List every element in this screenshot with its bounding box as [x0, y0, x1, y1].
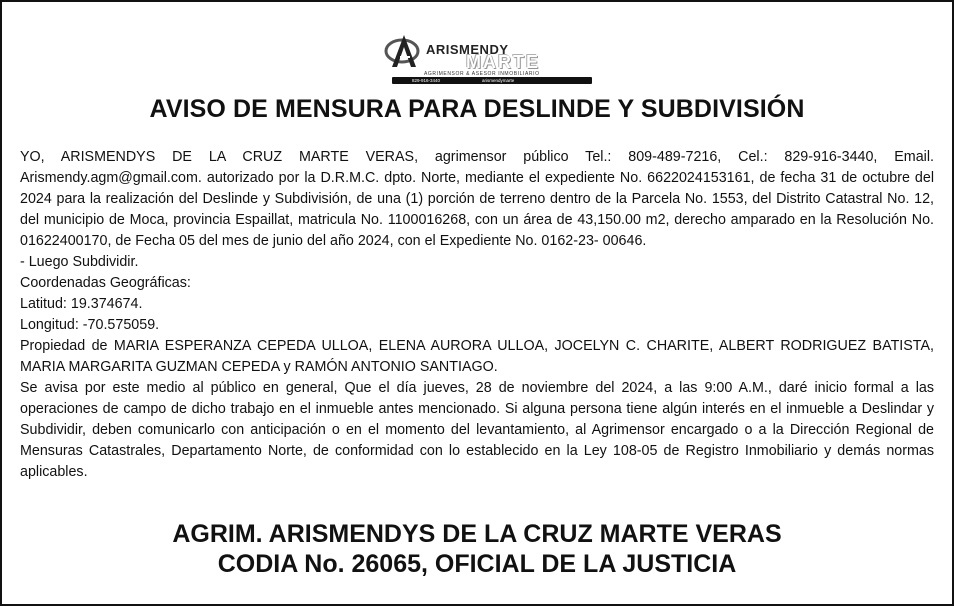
longitude-line: Longitud: -70.575059. [20, 317, 160, 333]
contact-bar [392, 77, 592, 84]
notice-body [20, 147, 934, 483]
brand-name: ARISMENDY [426, 42, 509, 57]
intro-paragraph: YO, ARISMENDYS DE LA CRUZ MARTE VERAS, agrimensor público Tel.: 809-489-7216, Cel.: 829-916-3440, Email. Arismendy.agm@gmail.com. autorizado por la D.R.M.C. dpto. Norte, mediante el expediente No. 6622024153161, de fecha 31 de octubre del 2024 para la realización del Deslinde y Subdivisión, de una (1) porción de terreno dentro de la Parcela No. 1553, del Distrito Catastral No. 12, del municipio de Moca, provincia Espaillat, matricula No. 1100016268, con un área de 43,150.00 m2, derecho amparado en la Resolución No. 01622400170, de Fecha 05 del mes de junio del año 2024, con el Expediente No. 0162-23- 00646. [20, 149, 934, 249]
contact-handle: arismendymarte [482, 78, 515, 83]
surveyor-logo-icon [384, 31, 424, 71]
contact-phone: 829-916-3440 [412, 78, 441, 83]
company-logo [380, 28, 594, 86]
owners-paragraph: Propiedad de MARIA ESPERANZA CEPEDA ULLOA, ELENA AURORA ULLOA, JOCELYN C. CHARITE, ALBERT RODRIGUEZ BATISTA, MARIA MARGARITA GUZMAN CEPEDA y RAMÓN ANTONIO SANTIAGO. [20, 338, 934, 375]
coordinates-label: Coordenadas Geográficas: [20, 275, 191, 291]
notice-title: AVISO DE MENSURA PARA DESLINDE Y SUBDIVISIÓN [149, 95, 805, 123]
notice-paragraph: Se avisa por este medio al público en general, Que el día jueves, 28 de noviembre del 2024, a las 9:00 A.M., daré inicio formal a las operaciones de campo de dicho trabajo en el inmueble antes mencionado. Si alguna persona tiene algún interés en el inmueble a Deslindar y Subdividir, deben comunicarlo con anticipación o en el momento del levantamiento, al Agrimensor encargado o a la Dirección Regional de Mensuras Catastrales, Departamento Norte, de conformidad con lo establecido en la Ley 108-05 de Registro Inmobiliario y demás normas aplicables. [20, 380, 934, 480]
subdivide-line: - Luego Subdividir. [20, 254, 139, 270]
surveyor-name: AGRIM. ARISMENDYS DE LA CRUZ MARTE VERAS [172, 520, 782, 548]
latitude-line: Latitud: 19.374674. [20, 296, 143, 312]
signature-block [0, 519, 954, 579]
codia-number: CODIA No. 26065, OFICIAL DE LA JUSTICIA [217, 550, 737, 578]
brand-tagline: AGRIMENSOR & ASESOR INMOBILIARIO [424, 71, 540, 77]
brand-surname: MARTE [466, 52, 540, 72]
